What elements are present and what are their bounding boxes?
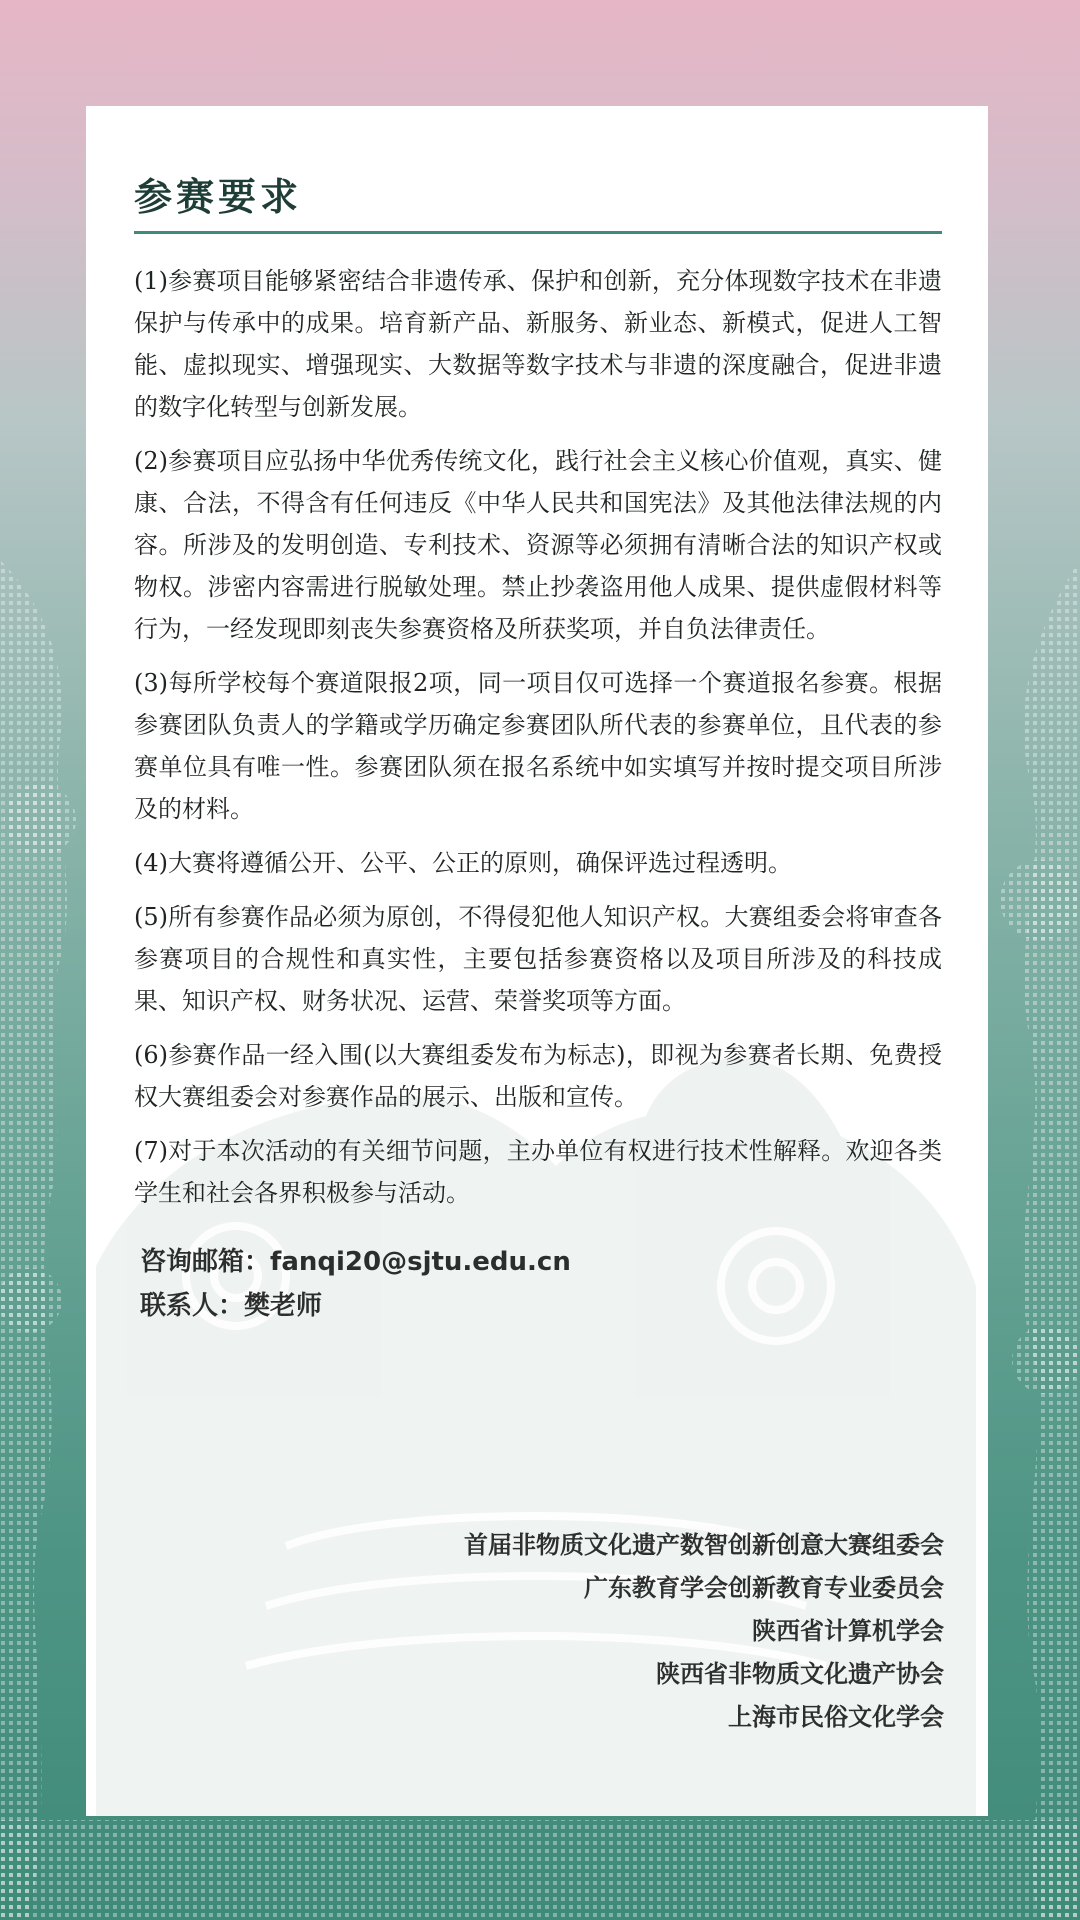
contact-email-line: [140, 1240, 942, 1284]
person-label: 联系人：: [140, 1291, 245, 1321]
contact-person-line: [140, 1284, 942, 1328]
requirement-item: (2)参赛项目应弘扬中华优秀传统文化，践行社会主义核心价值观，真实、健康、合法，不得含有任何违反《中华人民共和国宪法》及其他法律法规的内容。所涉及的发明创造、专利技术、资源等必须拥有清晰合法的知识产权或物权。涉密内容需进行脱敏处理。禁止抄袭盗用他人成果、提供虚假材料等行为，一经发现即刻丧失参赛资格及所获奖项，并自负法律责任。: [134, 447, 942, 643]
email-address[interactable]: fanqi20@sjtu.edu.cn: [270, 1247, 571, 1277]
organizer-name: 陕西省非物质文化遗产协会: [656, 1660, 944, 1688]
email-label: 咨询邮箱：: [140, 1247, 271, 1277]
requirement-item: (6)参赛作品一经入围(以大赛组委发布为标志)，即视为参赛者长期、免费授权大赛组委会对参赛作品的展示、出版和宣传。: [134, 1041, 942, 1111]
organizer-name: 陕西省计算机学会: [752, 1617, 944, 1645]
requirement-item: (3)每所学校每个赛道限报2项，同一项目仅可选择一个赛道报名参赛。根据参赛团队负责人的学籍或学历确定参赛团队所代表的参赛单位，且代表的参赛单位具有唯一性。参赛团队须在报名系统中如实填写并按时提交项目所涉及的材料。: [134, 669, 942, 823]
section-title: 参赛要求: [134, 166, 942, 234]
requirement-item: (1)参赛项目能够紧密结合非遗传承、保护和创新，充分体现数字技术在非遗保护与传承中的成果。培育新产品、新服务、新业态、新模式，促进人工智能、虚拟现实、增强现实、大数据等数字技术与非遗的深度融合，促进非遗的数字化转型与创新发展。: [134, 267, 942, 421]
requirement-item: (5)所有参赛作品必须为原创，不得侵犯他人知识产权。大赛组委会将审查各参赛项目的合规性和真实性，主要包括参赛资格以及项目所涉及的科技成果、知识产权、财务状况、运营、荣誉奖项等方面。: [134, 903, 942, 1015]
content-card: [86, 106, 988, 1816]
requirements-list: [134, 260, 942, 1214]
contact-info: [134, 1240, 942, 1328]
organizers-list: [464, 1524, 944, 1739]
person-name: 樊老师: [244, 1291, 323, 1321]
requirement-item: (4)大赛将遵循公开、公平、公正的原则，确保评选过程透明。: [134, 849, 792, 877]
organizer-name: 广东教育学会创新教育专业委员会: [584, 1574, 944, 1602]
organizer-name: 首届非物质文化遗产数智创新创意大赛组委会: [464, 1531, 944, 1559]
requirement-item: (7)对于本次活动的有关细节问题，主办单位有权进行技术性解释。欢迎各类学生和社会各界积极参与活动。: [134, 1137, 942, 1207]
organizer-name: 上海市民俗文化学会: [728, 1703, 944, 1731]
